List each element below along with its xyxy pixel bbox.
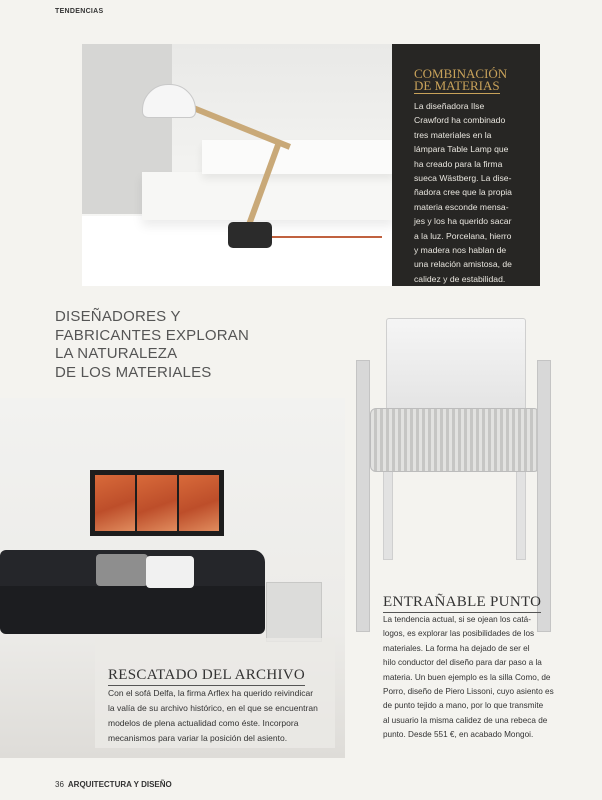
chair-body: La tendencia actual, si se ojean los catá- logos, es explorar las posibilidades de los materiales. La forma ha dejado de ser el hilo conductor del diseño para dar paso a la materia. Un buen ejemplo es la silla Como, de Porro, diseño de Piero Lissoni, cuyo asiento es de punto tejido a mano, por lo que transmite al usuario la misma calidez de una rebeca de punto. Desde 551 €, en acabado Mongoi. xyxy=(383,615,554,740)
materials-sidebar xyxy=(392,44,540,286)
page-number: 36 xyxy=(55,780,64,789)
section-tag: TENDENCIAS xyxy=(55,8,104,15)
chair-back-leg xyxy=(383,470,393,560)
sidebar-heading: COMBINACIÓN DE MATERIAS xyxy=(414,66,508,93)
chair-front-leg xyxy=(537,360,551,632)
magazine-name: ARQUITECTURA Y DISEÑO xyxy=(67,780,172,789)
archive-body: Con el sofá Delfa, la firma Arflex ha querido reivindicar la valía de su archivo histórico, en el que se encuentran modelos de plena actualidad como éste. Incorpora mecanismos para variar la posición del asiento. xyxy=(108,688,318,743)
chair-front-leg xyxy=(356,360,370,632)
lamp-photo xyxy=(82,44,394,286)
sidebar-body: La diseñadora Ilse Crawford ha combinado tres materiales en la lámpara Table Lamp que ha creado para la firma sueca Wästberg. La dise- ñadora cree que la propia materia esconde mensa- jes y los ha querido sacar a la luz. Porcelana, hierro y madera nos hablan de una relación amistosa, de calidez y de estabilidad. xyxy=(414,101,512,284)
triptych-painting xyxy=(90,470,224,536)
page-folio xyxy=(55,780,172,789)
chair-knitted-seat xyxy=(370,408,540,472)
article-headline: DISEÑADORES Y FABRICANTES EXPLORAN LA NATURALEZA DE LOS MATERIALES xyxy=(55,308,250,381)
chair-heading: ENTRAÑABLE PUNTO xyxy=(383,594,541,613)
chair-backrest xyxy=(386,318,526,412)
archive-heading: RESCATADO DEL ARCHIVO xyxy=(108,667,305,686)
chair-back-leg xyxy=(516,470,526,560)
